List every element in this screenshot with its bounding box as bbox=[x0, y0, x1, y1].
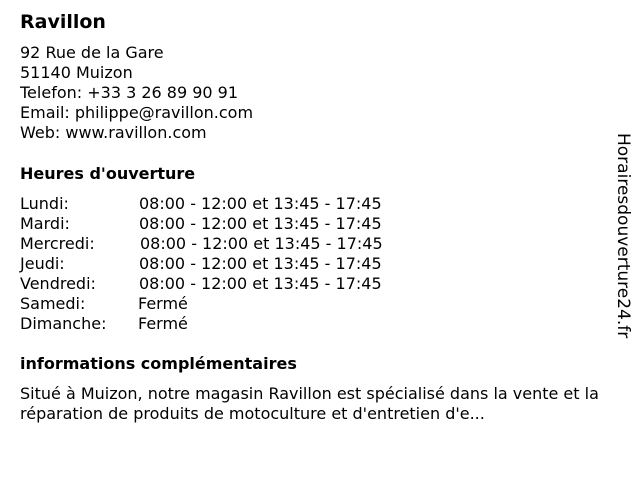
web-line: Web: www.ravillon.com bbox=[20, 123, 207, 142]
business-name: Ravillon bbox=[20, 11, 106, 33]
hours-heading: Heures d'ouverture bbox=[20, 164, 196, 183]
time-value: 08:00 - 12:00 et 13:45 - 17:45 bbox=[139, 254, 382, 273]
contact-block bbox=[20, 43, 253, 143]
city-postcode: 51140 Muizon bbox=[20, 63, 133, 82]
phone-line: Telefon: +33 3 26 89 90 91 bbox=[20, 83, 239, 102]
day-label: Lundi: bbox=[20, 194, 69, 213]
time-value: Fermé bbox=[138, 294, 188, 313]
day-label: Dimanche: bbox=[20, 314, 107, 333]
time-value: 08:00 - 12:00 et 13:45 - 17:45 bbox=[139, 274, 382, 293]
day-label: Vendredi: bbox=[20, 274, 96, 293]
day-label: Mardi: bbox=[20, 214, 70, 233]
day-label: Samedi: bbox=[20, 294, 86, 313]
street-address: 92 Rue de la Gare bbox=[20, 43, 164, 62]
time-value: Fermé bbox=[138, 314, 188, 333]
time-value: 08:00 - 12:00 et 13:45 - 17:45 bbox=[139, 194, 382, 213]
time-value: 08:00 - 12:00 et 13:45 - 17:45 bbox=[140, 234, 383, 253]
site-watermark: Horairesdouverture24.fr bbox=[613, 133, 633, 339]
day-label: Mercredi: bbox=[20, 234, 95, 253]
info-description: Situé à Muizon, notre magasin Ravillon est spécialisé dans la vente et la réparation de produits de motoculture et d'entretien d'e... bbox=[20, 384, 599, 423]
day-label: Jeudi: bbox=[20, 254, 65, 273]
time-value: 08:00 - 12:00 et 13:45 - 17:45 bbox=[139, 214, 382, 233]
info-heading: informations complémentaires bbox=[20, 354, 297, 373]
email-line: Email: philippe@ravillon.com bbox=[20, 103, 254, 122]
